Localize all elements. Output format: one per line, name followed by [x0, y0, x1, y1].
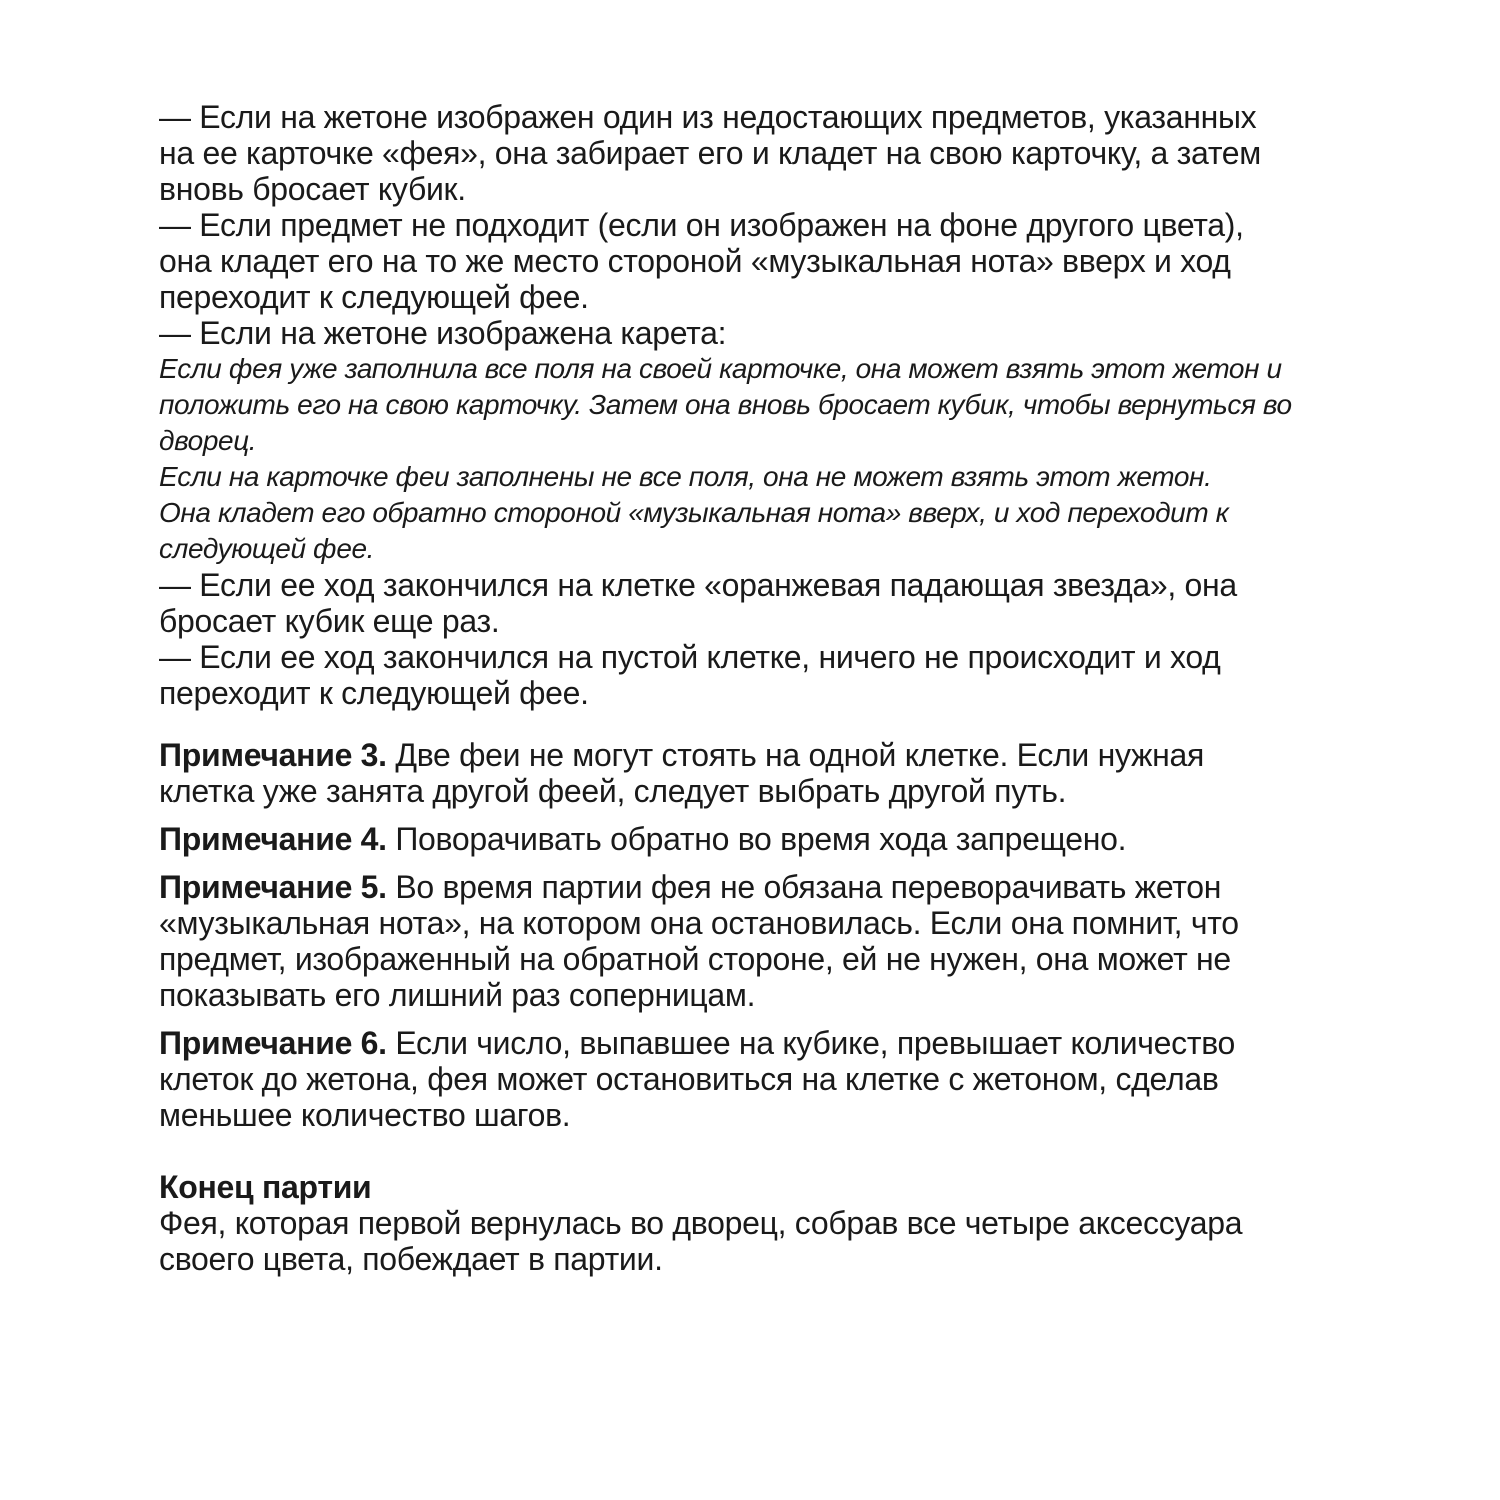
text-line: «музыкальная нота», на котором она остановилась. Если она помнит, что	[159, 905, 1239, 941]
note-4	[159, 821, 1359, 857]
note-text: Поворачивать обратно во время хода запрещено.	[386, 821, 1127, 857]
note-5	[159, 869, 1359, 1013]
bullet-item-orange-star	[159, 567, 1359, 639]
note-label: Примечание 3.	[159, 737, 387, 773]
end-of-game-section	[159, 1169, 1359, 1277]
text-line: она кладет его на то же место стороной «музыкальная нота» вверх и ход	[159, 243, 1231, 279]
text-line: — Если ее ход закончился на клетке «оранжевая падающая звезда», она	[159, 567, 1237, 603]
note-first-line	[159, 869, 1359, 905]
note-label: Примечание 5.	[159, 869, 387, 905]
bullet-item-carriage	[159, 315, 1359, 351]
text-line: бросает кубик еще раз.	[159, 603, 500, 639]
italic-line: дворец.	[159, 425, 257, 456]
section-heading-text: Конец партии	[159, 1169, 372, 1205]
italic-line: положить его на свою карточку. Затем она вновь бросает кубик, чтобы вернуться во	[159, 389, 1292, 420]
note-text: Во время партии фея не обязана переворачивать жетон	[386, 869, 1222, 905]
italic-block-all-filled	[159, 351, 1359, 459]
note-text: Если число, выпавшее на кубике, превышает количество	[386, 1025, 1236, 1061]
text-line: — Если на жетоне изображена карета:	[159, 315, 727, 351]
italic-line: Если на карточке феи заполнены не все поля, она не может взять этот жетон.	[159, 461, 1212, 492]
bullet-item-matching-token	[159, 99, 1359, 207]
bullet-item-empty-cell	[159, 639, 1359, 711]
text-line: меньшее количество шагов.	[159, 1097, 571, 1133]
note-6	[159, 1025, 1359, 1133]
text-line: — Если ее ход закончился на пустой клетке, ничего не происходит и ход	[159, 639, 1221, 675]
note-first-line	[159, 1025, 1359, 1061]
note-text: Две феи не могут стоять на одной клетке. Если нужная	[386, 737, 1205, 773]
text-line: переходит к следующей фее.	[159, 675, 589, 711]
text-line: клеток до жетона, фея может остановиться на клетке с жетоном, сделав	[159, 1061, 1219, 1097]
bullet-item-wrong-color	[159, 207, 1359, 315]
text-line: клетка уже занята другой феей, следует выбрать другой путь.	[159, 773, 1067, 809]
text-line: предмет, изображенный на обратной стороне, ей не нужен, она может не	[159, 941, 1231, 977]
italic-line: следующей фее.	[159, 533, 375, 564]
text-line: переходит к следующей фее.	[159, 279, 589, 315]
note-label: Примечание 4.	[159, 821, 387, 857]
text-line: показывать его лишний раз соперницам.	[159, 977, 756, 1013]
note-3	[159, 737, 1359, 809]
italic-block-not-filled	[159, 459, 1359, 567]
italic-line: Если фея уже заполнила все поля на своей карточке, она может взять этот жетон и	[159, 353, 1282, 384]
document-page	[159, 99, 1359, 1277]
italic-line: Она кладет его обратно стороной «музыкальная нота» вверх, и ход переходит к	[159, 497, 1229, 528]
note-first-line	[159, 821, 1359, 857]
text-line: Фея, которая первой вернулась во дворец, собрав все четыре аксессуара	[159, 1205, 1243, 1241]
note-label: Примечание 6.	[159, 1025, 387, 1061]
text-line: — Если на жетоне изображен один из недостающих предметов, указанных	[159, 99, 1257, 135]
text-line: на ее карточке «фея», она забирает его и кладет на свою карточку, а затем	[159, 135, 1262, 171]
note-first-line	[159, 737, 1359, 773]
text-line: — Если предмет не подходит (если он изображен на фоне другого цвета),	[159, 207, 1244, 243]
text-line: своего цвета, побеждает в партии.	[159, 1241, 663, 1277]
text-line: вновь бросает кубик.	[159, 171, 466, 207]
section-heading	[159, 1169, 1359, 1205]
